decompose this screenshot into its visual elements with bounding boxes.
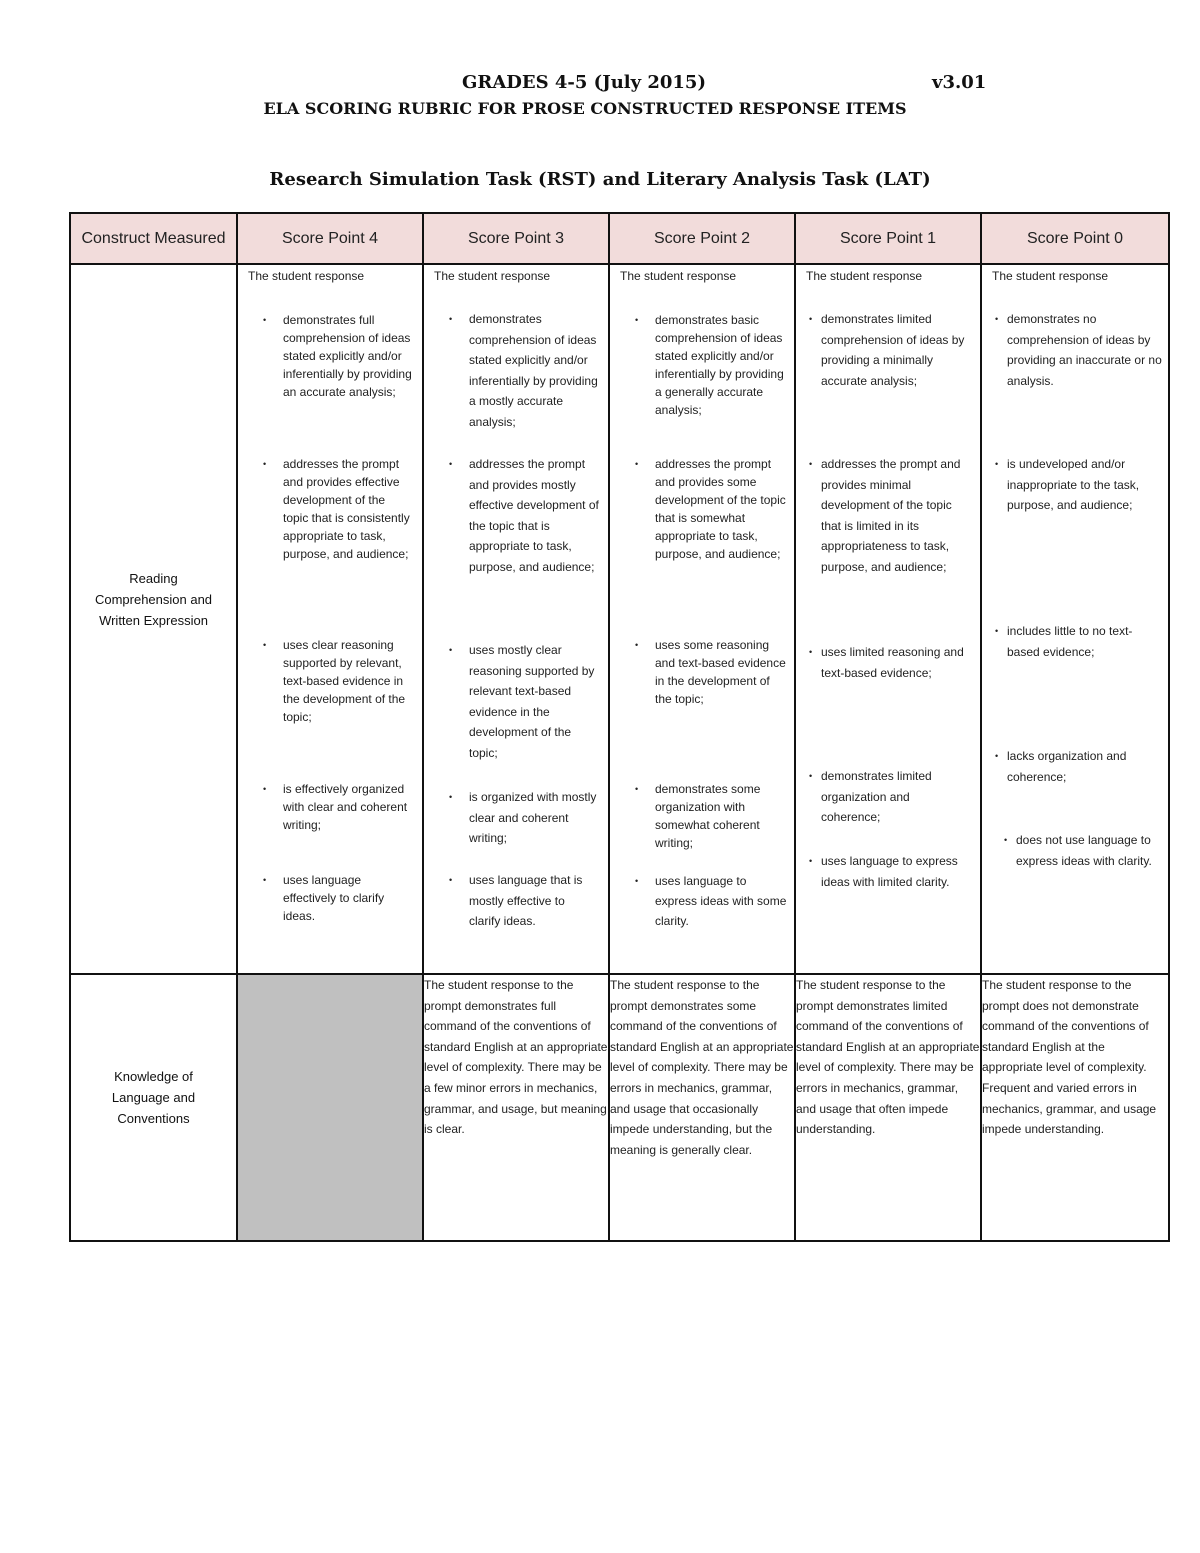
header-sp4: Score Point 4 <box>237 213 423 264</box>
bullet-icon: • <box>995 751 999 761</box>
list-item <box>263 871 413 925</box>
list-item-text: demonstrates basic comprehension of ideas stated explicitly and/or inferentially by providing a generally accurate analysis; <box>655 313 784 417</box>
header-row <box>70 213 1169 264</box>
cell-reading-sp2 <box>609 264 795 974</box>
list-item-text: uses mostly clear reasoning supported by relevant text-based evidence in the development of the topic; <box>469 643 595 760</box>
bullet-icon: • <box>263 875 267 885</box>
list-item <box>263 636 413 726</box>
construct-language-label: Knowledge of Language and Conventions <box>111 1069 196 1126</box>
list-item-text: demonstrates comprehension of ideas stated explicitly and/or inferentially by providing a mostly accurate analysis; <box>469 312 598 429</box>
list-item-text: uses language to express ideas with some clarity. <box>655 874 787 928</box>
intro-text: The student response <box>620 269 737 283</box>
list-item-text: includes little to no text-based evidence; <box>1007 624 1133 659</box>
bullet-icon: • <box>995 314 999 324</box>
intro-text: The student response <box>248 269 365 283</box>
bullet-icon: • <box>809 647 813 657</box>
bullet-icon: • <box>449 875 453 885</box>
bullet-icon: • <box>635 315 639 325</box>
intro-text: The student response <box>992 269 1109 283</box>
header-construct-label: Construct Measured <box>81 229 226 247</box>
list-item <box>635 311 787 419</box>
list-item-text: is undeveloped and/or inappropriate to the task, purpose, and audience; <box>1007 457 1140 513</box>
cell-reading-sp4 <box>237 264 423 974</box>
cell-reading-sp0 <box>981 264 1169 974</box>
cell-language-sp0: The student response to the prompt does not demonstrate command of the conventions of standard English at the appropriate level of complexity. Frequent and varied errors in mechanics, grammar, and usage impede understanding. <box>981 974 1169 1241</box>
list-item-text: addresses the prompt and provides minimal development of the topic that is limited in its appropriateness to task, purpose, and audience; <box>821 457 961 574</box>
header-sp2: Score Point 2 <box>609 213 795 264</box>
bullet-icon: • <box>809 771 813 781</box>
bullet-icon: • <box>449 792 453 802</box>
cell-language-sp2: The student response to the prompt demonstrates some command of the conventions of standard English at an appropriate level of complexity. There may be errors in mechanics, grammar, and usage that occasionally impede understanding, but the meaning is generally clear. <box>609 974 795 1241</box>
rubric-title: ELA SCORING RUBRIC FOR PROSE CONSTRUCTED RESPONSE ITEMS <box>263 99 907 118</box>
list-item-text: demonstrates limited comprehension of ideas by providing a minimally accurate analysis; <box>821 312 965 388</box>
list-item <box>809 642 971 683</box>
bullet-icon: • <box>995 626 999 636</box>
version-label: v3.01 <box>932 72 987 93</box>
list-item <box>809 766 971 828</box>
language-row <box>70 974 1169 1241</box>
list-item-text: uses limited reasoning and text-based evidence; <box>821 645 964 680</box>
list-item <box>449 870 599 932</box>
bullet-icon: • <box>635 640 639 650</box>
list-item <box>449 454 599 578</box>
list-item-text: demonstrates some organization with somewhat coherent writing; <box>655 782 761 850</box>
list-item-text: demonstrates limited organization and coherence; <box>821 769 932 825</box>
list-item <box>635 455 787 563</box>
bullet-icon: • <box>995 459 999 469</box>
list-item-text: uses clear reasoning supported by relevant, text-based evidence in the development of the topic; <box>283 638 406 724</box>
bullet-icon: • <box>263 784 267 794</box>
list-item <box>995 621 1157 662</box>
bullet-icon: • <box>635 876 639 886</box>
list-item <box>449 309 599 433</box>
list-item-text: uses language effectively to clarify ideas. <box>283 873 385 923</box>
list-item <box>449 787 599 849</box>
header-sp1: Score Point 1 <box>795 213 981 264</box>
cell-language-sp3: The student response to the prompt demonstrates full command of the conventions of standard English at an appropriate level of complexity. There may be a few minor errors in mechanics, grammar, and usage, but meaning is clear. <box>423 974 609 1241</box>
bullet-icon: • <box>449 314 453 324</box>
intro-text: The student response <box>806 269 923 283</box>
bullet-icon: • <box>449 645 453 655</box>
list-item <box>809 454 971 578</box>
bullet-icon: • <box>1004 835 1008 845</box>
cell-language-sp4-empty <box>237 974 423 1241</box>
cell-reading-sp1 <box>795 264 981 974</box>
header-sp0: Score Point 0 <box>981 213 1169 264</box>
list-item-text: does not use language to express ideas with clarity. <box>1016 833 1152 868</box>
cell-language-sp1: The student response to the prompt demonstrates limited command of the conventions of standard English at an appropriate level of complexity. There may be errors in mechanics, grammar, and usage that often impede understanding. <box>795 974 981 1241</box>
bullet-icon: • <box>809 459 813 469</box>
list-item <box>809 851 976 892</box>
header-construct <box>70 213 237 264</box>
list-item <box>1004 830 1161 871</box>
reading-row <box>70 264 1169 974</box>
list-item-text: demonstrates full comprehension of ideas stated explicitly and/or inferentially by providing an accurate analysis; <box>283 313 412 399</box>
list-item <box>263 780 413 834</box>
list-item <box>635 636 787 708</box>
construct-reading-label: Reading Comprehension and Written Expression <box>94 570 213 628</box>
list-item <box>809 309 971 391</box>
list-item-text: addresses the prompt and provides some development of the topic that is somewhat appropriate to task, purpose, and audience; <box>655 457 786 561</box>
bullet-icon: • <box>263 315 267 325</box>
construct-language <box>70 974 237 1241</box>
list-item-text: is effectively organized with clear and coherent writing; <box>283 782 408 832</box>
grades-title: GRADES 4-5 (July 2015) <box>462 72 706 93</box>
bullet-icon: • <box>263 459 267 469</box>
list-item <box>995 454 1162 516</box>
list-item <box>995 746 1157 787</box>
rubric-table <box>69 212 1170 1242</box>
list-item-text: lacks organization and coherence; <box>1007 749 1127 784</box>
list-item-text: uses language that is mostly effective to clarify ideas. <box>469 873 583 929</box>
list-item <box>263 311 413 401</box>
list-item-text: uses language to express ideas with limited clarity. <box>821 854 958 889</box>
construct-reading <box>70 264 237 974</box>
bullet-icon: • <box>635 784 639 794</box>
task-title: Research Simulation Task (RST) and Literary Analysis Task (LAT) <box>269 169 931 190</box>
list-item <box>635 871 787 931</box>
bullet-icon: • <box>809 314 813 324</box>
bullet-icon: • <box>263 640 267 650</box>
list-item <box>995 309 1162 391</box>
bullet-icon: • <box>809 856 813 866</box>
bullet-icon: • <box>635 459 639 469</box>
list-item <box>263 455 413 563</box>
list-item-text: uses some reasoning and text-based evidence in the development of the topic; <box>655 638 786 706</box>
list-item-text: demonstrates no comprehension of ideas by providing an inaccurate or no analysis. <box>1007 312 1162 388</box>
list-item-text: addresses the prompt and provides effective development of the topic that is consistently appropriate to task, purpose, and audience; <box>283 457 410 561</box>
list-item <box>635 780 787 852</box>
cell-reading-sp3 <box>423 264 609 974</box>
list-item <box>449 640 599 764</box>
list-item-text: is organized with mostly clear and coherent writing; <box>469 790 597 846</box>
list-item-text: addresses the prompt and provides mostly effective development of the topic that is appropriate to task, purpose, and audience; <box>469 457 599 574</box>
intro-text: The student response <box>434 269 551 283</box>
bullet-icon: • <box>449 459 453 469</box>
header-sp3: Score Point 3 <box>423 213 609 264</box>
